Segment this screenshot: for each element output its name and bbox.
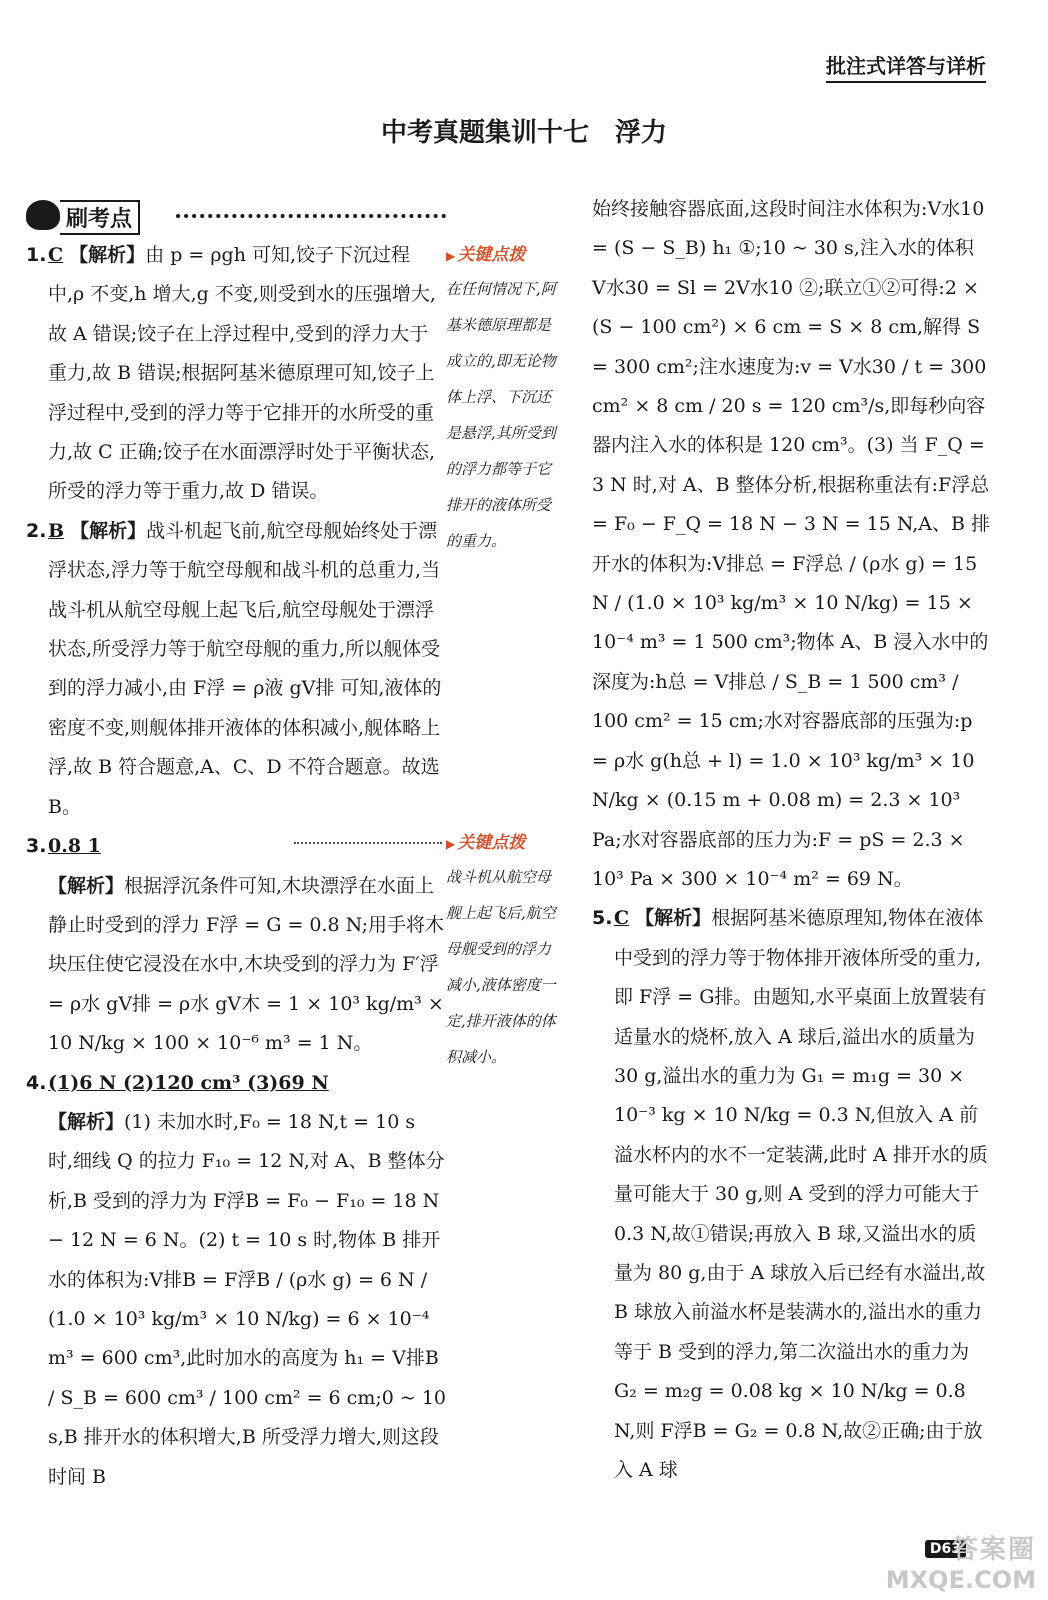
analysis-label: 【解析】 xyxy=(635,907,712,930)
question-4-continued: 始终接触容器底面,这段时间注水体积为:V水10 = (S − S_B) h₁ ①;10 ~ 30 s,注入水的体积 V水30 = Sl = 2V水10 ②;联立①②可得:2 × (S − 100 cm²) × 6 cm = S × 8 cm,解得 S = 300 cm²;注水速度为:v = V水30 / t = 300 cm² × 8 cm / 20 s = 120 cm³/s,即每秒向容器内注入水的体积是 120 cm³。(3) 当 F_Q = 3 N 时,对 A、B 整体分析,根据称重法有:F浮总 = F₀ − F_Q = 18 N − 3 N = 15 N,A、B 排开水的体积为:V排总 = F浮总 / (ρ水 g) = 15 N / (1.0 × 10³ kg/m³ × 10 N/kg) = 15 × 10⁻⁴ m³ = 1 500 cm³;物体 A、B 浸入水中的深度为:h总 = V排总 / S_B = 1 500 cm³ / 100 cm² = 15 cm;水对容器底部的压强为:p = ρ水 g(h总 + l) = 1.0 × 10³ kg/m³ × 10 N/kg × (0.15 m + 0.08 m) = 2.3 × 10³ Pa;水对容器底部的压力为:F = pS = 2.3 × 10³ Pa × 300 × 10⁻⁴ m² = 69 N。 xyxy=(592,198,990,890)
answer: C xyxy=(48,244,64,266)
answer: C xyxy=(614,907,630,930)
watermark xyxy=(886,1529,1036,1594)
tip-text: 战斗机从航空母舰上起飞后,航空母舰受到的浮力减小,液体密度一定,排开液体的体积减小。 xyxy=(446,868,556,1066)
arrow-icon: ▶ xyxy=(446,837,456,851)
analysis-text: 战斗机起飞前,航空母舰始终处于漂浮状态,浮力等于航空母舰和战斗机的总重力,当战斗机从航空母舰上起飞后,航空母舰处于漂浮状态,所受浮力等于航空母舰的重力,所以舰体受到的浮力减小,由 F浮 = ρ液 gV排 可知,液体的密度不变,则舰体排开液体的体积减小,舰体略上浮,故 B 符合题意,A、C、D 不符合题意。故选 B。 xyxy=(48,519,442,818)
page-number: D63 xyxy=(925,1540,966,1558)
question-4 xyxy=(26,1064,446,1497)
answer: 0.8 1 xyxy=(48,835,101,858)
analysis-label: 【解析】 xyxy=(70,519,147,542)
question-5 xyxy=(592,899,990,1490)
callout-leader-line xyxy=(294,842,442,844)
question-2 xyxy=(26,512,446,827)
tip-title: 关键点拨 xyxy=(457,245,526,265)
answer: B xyxy=(48,519,65,542)
analysis-label: 【解析】 xyxy=(69,244,146,266)
question-number: 1. xyxy=(26,244,47,266)
analysis-label: 【解析】 xyxy=(48,874,125,897)
section-divider xyxy=(176,214,446,218)
question-3 xyxy=(26,827,446,1063)
arrow-icon: ▶ xyxy=(446,249,456,263)
pen-badge-icon xyxy=(26,200,60,230)
analysis-text: 根据阿基米德原理知,物体在液体中受到的浮力等于物体排开液体所受的重力,即 F浮 = G排。由题知,水平桌面上放置装有适量水的烧杯,放入 A 球后,溢出水的质量为 30 g,溢出水的重力为 G₁ = m₁g = 30 × 10⁻³ kg × 10 N/kg = 0.3 N,但放入 A 前溢水杯内的水不一定装满,此时 A 排开水的质量可能大于 30 g,则 A 受到的浮力可能大于 0.3 N,故①错误;再放入 B 球,又溢出水的质量为 80 g,由于 A 球放入后已经有水溢出,故 B 球放入前溢水杯是装满水的,溢出水的重力等于 B 受到的浮力,第二次溢出水的重力为 G₂ = m₂g = 0.08 kg × 10 N/kg = 0.8 N,则 F浮B = G₂ = 0.8 N,故②正确;由于放入 A 球 xyxy=(614,907,988,1481)
section-header xyxy=(26,198,446,232)
tip-text: 在任何情况下,阿基米德原理都是成立的,即无论物体上浮、下沉还是悬浮,其所受到的浮力都等于它排开的液体所受的重力。 xyxy=(446,280,556,550)
title-main: 中考真题集训十七 xyxy=(380,118,589,148)
right-column xyxy=(592,190,990,1490)
key-tip-1 xyxy=(446,240,564,559)
analysis-label: 【解析】 xyxy=(48,1110,125,1133)
question-number: 4. xyxy=(26,1071,47,1094)
left-column xyxy=(26,236,446,1497)
question-number: 5. xyxy=(592,907,613,930)
tip-title: 关键点拨 xyxy=(457,833,526,853)
question-1 xyxy=(26,236,446,512)
key-tip-2 xyxy=(446,828,564,1075)
analysis-text: 由 p = ρgh 可知,饺子下沉过程中,ρ 不变,h 增大,g 不变,则受到水的压强增大,故 A 错误;饺子在上浮过程中,受到的浮力大于重力,故 B 错误;根据阿基米德原理可知,饺子上浮过程中,受到的浮力等于它排开的水所受的重力,故 C 正确;饺子在水面漂浮时处于平衡状态,所受的浮力等于重力,故 D 错误。 xyxy=(48,244,436,503)
analysis-text: (1) 未加水时,F₀ = 18 N,t = 10 s 时,细线 Q 的拉力 F₁₀ = 12 N,对 A、B 整体分析,B 受到的浮力为 F浮B = F₀ − F₁₀ = 18 N − 12 N = 6 N。(2) t = 10 s 时,物体 B 排开水的体积为:V排B = F浮B / (ρ水 g) = 6 N / (1.0 × 10³ kg/m³ × 10 N/kg) = 6 × 10⁻⁴ m³ = 600 cm³,此时加水的高度为 h₁ = V排B / S_B = 600 cm³ / 100 cm² = 6 cm;0 ~ 10 s,B 排开水的体积增大,B 所受浮力增大,则这段时间 B xyxy=(48,1110,447,1488)
question-number: 3. xyxy=(26,835,47,858)
analysis-text: 根据浮沉条件可知,木块漂浮在水面上静止时受到的浮力 F浮 = G = 0.8 N;用手将木块压住使它浸没在水中,木块受到的浮力为 F′浮 = ρ水 gV排 = ρ水 gV木 = 1 × 10³ kg/m³ × 10 N/kg × 100 × 10⁻⁶ m³ = 1 N。 xyxy=(48,874,445,1055)
title-topic: 浮力 xyxy=(615,118,668,148)
watermark-cn: 答案圈 xyxy=(951,1535,1036,1565)
section-label: 刷考点 xyxy=(60,200,140,235)
page-title xyxy=(0,112,1048,149)
question-number: 2. xyxy=(26,519,47,542)
book-section-label: 批注式详答与详析 xyxy=(826,50,986,83)
watermark-en: MXQE.COM xyxy=(885,1566,1036,1594)
answer: (1)6 N (2)120 cm³ (3)69 N xyxy=(48,1071,329,1094)
